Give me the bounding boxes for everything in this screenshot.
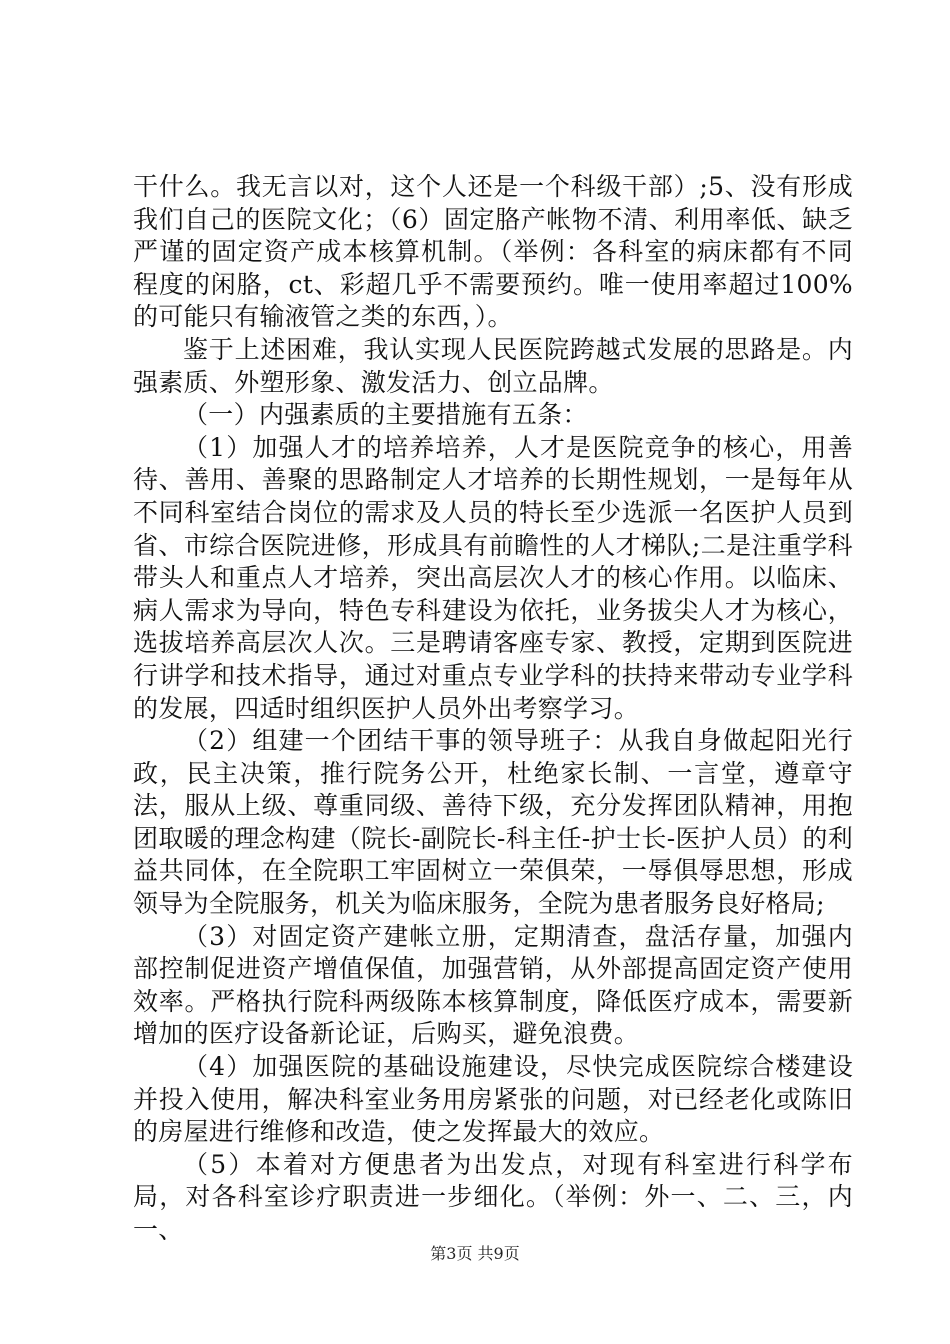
- paragraph-measure-3-assets: （3）对固定资产建帐立册，定期清查，盘活存量，加强内部控制促进资产增值保值，加强营销，从外部提高固定资产使用效率。严格执行院科两级陈本核算制度，降低医疗成本，需要新增加的医疗设备新论证，后购买，避免浪费。: [133, 921, 853, 1049]
- paragraph-measure-2-leadership: （2）组建一个团结干事的领导班子：从我自身做起阳光行政，民主决策，推行院务公开，杜绝家长制、一言堂，遵章守法，服从上级、尊重同级、善待下级，充分发挥团队精神，用抱团取暖的理念构建（院长-副院长-科主任-护士长-医护人员）的利益共同体，在全院职工牢固树立一荣俱荣，一辱俱辱思想，形成领导为全院服务，机关为临床服务，全院为患者服务良好格局;: [133, 726, 853, 919]
- paragraph-measure-1-talent: （1）加强人才的培养培养，人才是医院竞争的核心，用善待、善用、善聚的思路制定人才培养的长期性规划，一是每年从不同科室结合岗位的需求及人员的特长至少选派一名医护人员到省、市综合医院进修，形成具有前瞻性的人才梯队;二是注重学科带头人和重点人才培养，突出高层次人才的核心作用。以临床、病人需求为导向，特色专科建设为依托，业务拔尖人才为核心，选拔培养高层次人次。三是聘请客座专家、教授，定期到医院进行讲学和技术指导，通过对重点专业学科的扶持来带动专业学科的发展，四适时组织医护人员外出考察学习。: [133, 432, 853, 723]
- paragraph-development-idea: 鉴于上述困难，我认实现人民医院跨越式发展的思路是。内强素质、外塑形象、激发活力、创立品牌。: [133, 334, 853, 397]
- page-number-footer: 第3页 共9页: [430, 1244, 520, 1263]
- paragraph-measure-5-layout: （5）本着对方便患者为出发点，对现有科室进行科学布局，对各科室诊疗职责进一步细化。（举例：外一、二、三，内一、: [133, 1149, 853, 1244]
- paragraph-measure-4-infrastructure: （4）加强医院的基础设施建设，尽快完成医院综合楼建设并投入使用，解决科室业务用房紧张的问题，对已经老化或陈旧的房屋进行维修和改造，使之发挥最大的效应。: [133, 1052, 853, 1147]
- paragraph-continued: 干什么。我无言以对，这个人还是一个科级干部）;5、没有形成我们自己的医院文化；（6）固定胳产帐物不清、利用率低、缺乏严谨的固定资产成本核算机制。（举例：各科室的病床都有不同程度的闲胳，ct、彩超几乎不需要预约。唯一使用率超过100%的可能只有输液管之类的东西，）。: [133, 172, 853, 332]
- document-body: [133, 171, 853, 1247]
- section-heading-internal-quality: （一）内强素质的主要措施有五条：: [183, 400, 588, 430]
